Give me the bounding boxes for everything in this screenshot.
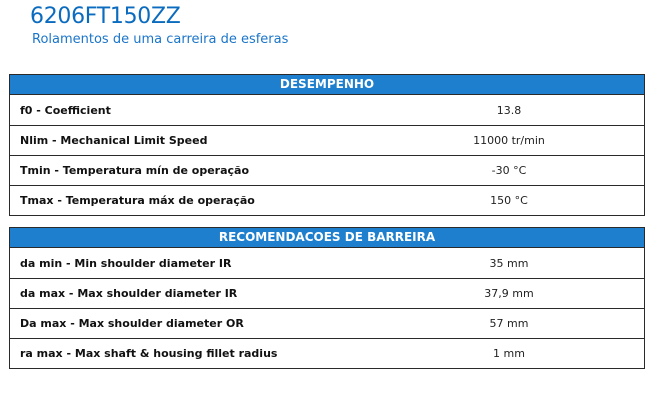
row-value: -30 °C [491,164,527,177]
table-row [10,248,644,278]
row-value: 57 mm [489,317,529,330]
row-label: Tmax - Temperatura máx de operação [20,194,255,207]
section-header: DESEMPENHO [10,75,644,95]
table-row [10,278,644,308]
row-value: 37,9 mm [484,287,534,300]
row-label: Nlim - Mechanical Limit Speed [20,134,208,147]
barrier-recommendations-table [9,227,645,369]
row-value: 35 mm [489,256,529,270]
row-label: ra max - Max shaft & housing fillet radius [20,347,278,360]
row-label: Da max - Max shoulder diameter OR [20,317,244,330]
table-row [10,338,644,368]
row-value: 1 mm [493,347,525,360]
table-row [10,185,644,215]
table-row [10,308,644,338]
product-code: 6206FT150ZZ [30,4,181,29]
row-value: 11000 tr/min [473,134,545,147]
row-label: da max - Max shoulder diameter IR [20,287,238,300]
performance-table [9,74,645,216]
row-label: f0 - Coefficient [20,103,111,117]
table-row [10,125,644,155]
row-label: da min - Min shoulder diameter IR [20,256,232,270]
row-label: Tmin - Temperatura mín de operação [20,164,250,177]
table-row [10,155,644,185]
table-row [10,95,644,125]
row-value: 150 °C [490,194,528,207]
row-value: 13.8 [496,103,522,117]
section-header: RECOMENDACOES DE BARREIRA [10,228,644,248]
product-description: Rolamentos de uma carreira de esferas [32,32,289,47]
